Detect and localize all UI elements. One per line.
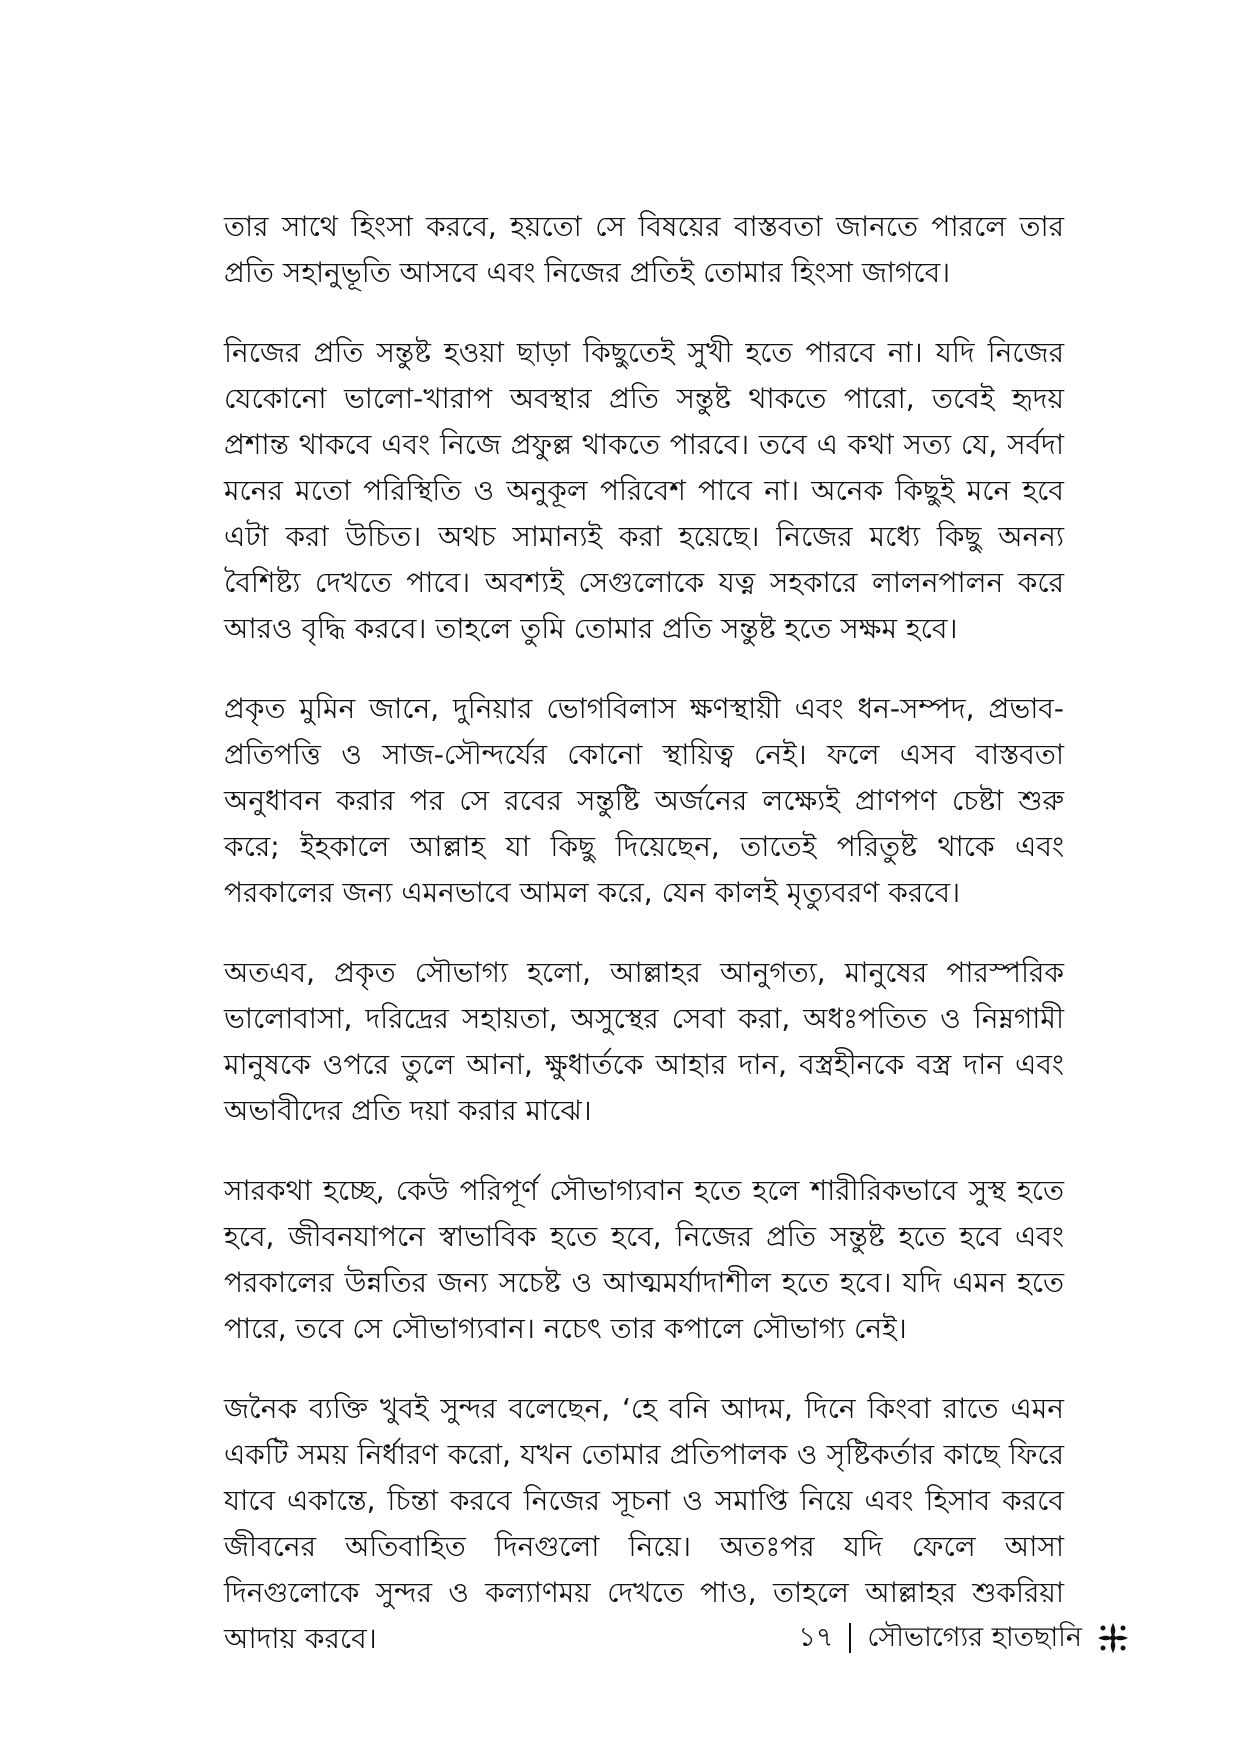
- footer-divider: [849, 1623, 851, 1653]
- running-title: সৌভাগ্যের হাতছানি: [867, 1622, 1082, 1653]
- paragraph-1: তার সাথে হিংসা করবে, হয়তো সে বিষয়ের বাস্তবতা জানতে পারলে তার প্রতি সহানুভূতি আসবে এবং নিজের প্রতিই তোমার হিংসা জাগবে।: [224, 210, 1064, 289]
- paragraph-5: সারকথা হচ্ছে, কেউ পরিপূর্ণ সৌভাগ্যবান হতে হলে শারীরিকভাবে সুস্থ হতে হবে, জীবনযাপনে স্বাভাবিক হতে হবে, নিজের প্রতি সন্তুষ্ট হতে হবে এবং পরকালের উন্নতির জন্য সচেষ্ট ও আত্মমর্যাদাশীল হতে হবে। যদি এমন হতে পারে, তবে সে সৌভাগ্যবান। নচেৎ তার কপালে সৌভাগ্য নেই।: [224, 1174, 1064, 1345]
- page-footer: [798, 1618, 1130, 1658]
- paragraph-4: অতএব, প্রকৃত সৌভাগ্য হলো, আল্লাহর আনুগত্য, মানুষের পারস্পরিক ভালোবাসা, দরিদ্রের সহায়তা, অসুস্থের সেবা করা, অধঃপতিত ও নিম্নগামী মানুষকে ওপরে তুলে আনা, ক্ষুধার্তকে আহার দান, বস্ত্রহীনকে বস্ত্র দান এবং অভাবীদের প্রতি দয়া করার মাঝে।: [224, 956, 1064, 1127]
- paragraph-2: নিজের প্রতি সন্তুষ্ট হওয়া ছাড়া কিছুতেই সুখী হতে পারবে না। যদি নিজের যেকোনো ভালো-খারাপ অবস্থার প্রতি সন্তুষ্ট থাকতে পারো, তবেই হৃদয় প্রশান্ত থাকবে এবং নিজে প্রফুল্ল থাকতে পারবে। তবে এ কথা সত্য যে, সর্বদা মনের মতো পরিস্থিতি ও অনুকূল পরিবেশ পাবে না। অনেক কিছুই মনে হবে এটা করা উচিত। অথচ সামান্যই করা হয়েছে। নিজের মধ্যে কিছু অনন্য বৈশিষ্ট্য দেখতে পাবে। অবশ্যই সেগুলোকে যত্ন সহকারে লালনপালন করে আরও বৃদ্ধি করবে। তাহলে তুমি তোমার প্রতি সন্তুষ্ট হতে সক্ষম হবে।: [224, 336, 1064, 645]
- body-text: [224, 204, 1064, 1696]
- paragraph-6: জনৈক ব্যক্তি খুবই সুন্দর বলেছেন, ‘হে বনি আদম, দিনে কিংবা রাতে এমন একটি সময় নির্ধারণ করো, যখন তোমার প্রতিপালক ও সৃষ্টিকর্তার কাছে ফিরে যাবে একান্তে, চিন্তা করবে নিজের সূচনা ও সমাপ্তি নিয়ে এবং হিসাব করবে জীবনের অতিবাহিত দিনগুলো নিয়ে। অতঃপর যদি ফেলে আসা দিনগুলোকে সুন্দর ও কল্যাণময় দেখতে পাও, তাহলে আল্লাহর শুকরিয়া আদায় করবে।: [224, 1392, 1064, 1655]
- floral-ornament-icon: [1096, 1621, 1130, 1655]
- paragraph-3: প্রকৃত মুমিন জানে, দুনিয়ার ভোগবিলাস ক্ষণস্থায়ী এবং ধন-সম্পদ, প্রভাব-প্রতিপত্তি ও সাজ-সৌন্দর্যের কোনো স্থায়িত্ব নেই। ফলে এসব বাস্তবতা অনুধাবন করার পর সে রবের সন্তুষ্টি অর্জনের লক্ষ্যেই প্রাণপণ চেষ্টা শুরু করে; ইহকালে আল্লাহ যা কিছু দিয়েছেন, তাতেই পরিতুষ্ট থাকে এবং পরকালের জন্য এমনভাবে আমল করে, যেন কালই মৃত্যুবরণ করবে।: [224, 692, 1064, 909]
- page-number: ১৭: [798, 1622, 834, 1653]
